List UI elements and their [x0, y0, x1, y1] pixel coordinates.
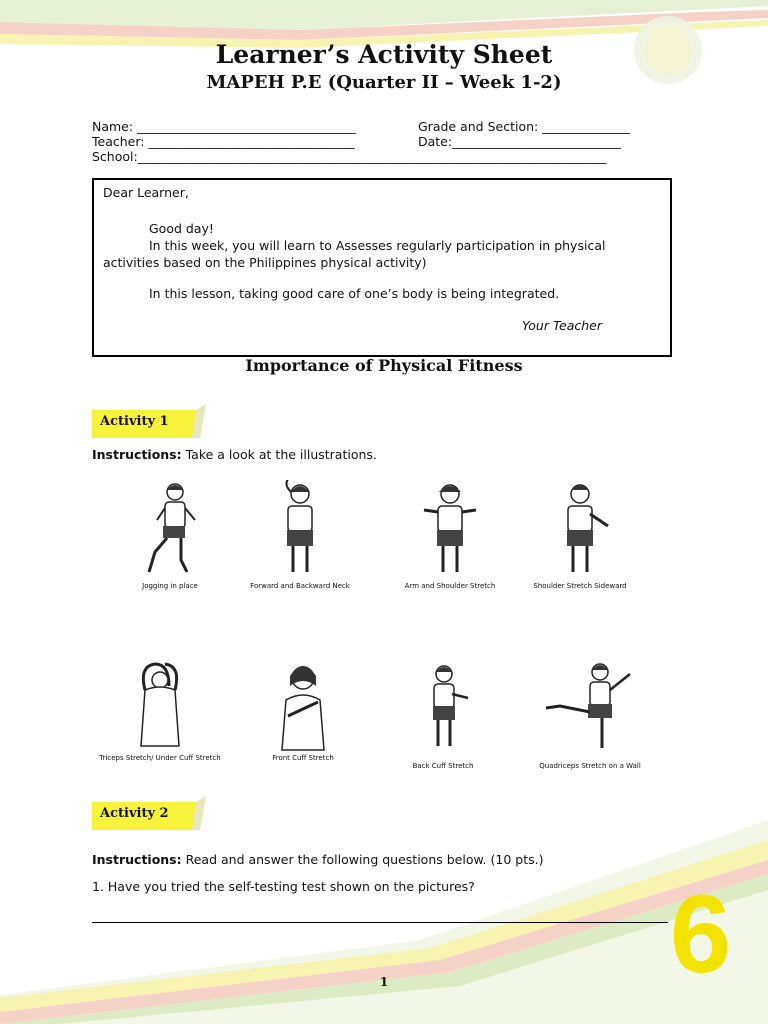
shoulder-sideward-figure-icon — [540, 480, 620, 580]
figure-neck-stretch — [235, 480, 365, 591]
figure-caption: Quadriceps Stretch on a Wall — [539, 762, 641, 770]
teacher-field: Teacher: _________________________________ — [92, 134, 355, 149]
activity-2-badge — [92, 800, 204, 830]
neck-stretch-figure-icon — [265, 480, 335, 580]
activity-1-instructions — [92, 447, 377, 462]
figure-jogging — [105, 480, 235, 591]
letter-line-1: Good day! — [149, 221, 214, 236]
page-title: Learner’s Activity Sheet — [215, 40, 553, 69]
page-subtitle: MAPEH P.E (Quarter II – Week 1-2) — [206, 72, 562, 93]
activity-1-label: Activity 1 — [100, 414, 169, 429]
activity-2-label: Activity 2 — [100, 806, 169, 821]
figure-front-cuff — [238, 660, 368, 763]
question-1: 1. Have you tried the self-testing test shown on the pictures? — [92, 879, 475, 894]
arm-shoulder-figure-icon — [410, 480, 490, 580]
figure-caption: Shoulder Stretch Sideward — [533, 582, 627, 590]
instructions-text: Read and answer the following questions below. (10 pts.) — [181, 852, 544, 867]
figure-back-cuff — [378, 660, 508, 771]
figure-triceps — [95, 660, 225, 763]
figure-quadriceps — [525, 660, 655, 771]
front-cuff-figure-icon — [268, 660, 338, 752]
back-cuff-figure-icon — [408, 660, 478, 760]
letter-box — [92, 178, 672, 357]
activity-1-badge — [92, 408, 204, 438]
figure-caption: Arm and Shoulder Stretch — [404, 582, 496, 590]
grade-number: 6 — [670, 873, 732, 996]
answer-line[interactable] — [92, 922, 668, 923]
figure-caption: Forward and Backward Neck — [250, 582, 350, 590]
triceps-figure-icon — [125, 660, 195, 752]
figure-caption: Jogging in place — [142, 582, 198, 590]
figure-caption: Triceps Stretch/ Under Cuff Stretch — [99, 754, 221, 762]
letter-line-2: In this week, you will learn to Assesses regularly participation in physical — [149, 238, 606, 253]
figure-caption: Back Cuff Stretch — [412, 762, 474, 770]
page-number: 1 — [379, 975, 389, 989]
jogging-figure-icon — [135, 480, 205, 580]
name-field: Name: ___________________________________ — [92, 119, 356, 134]
school-field: School:___________________________________________________________________________ — [92, 149, 607, 164]
figure-arm-shoulder — [385, 480, 515, 591]
figure-shoulder-sideward — [515, 480, 645, 591]
instructions-label: Instructions: — [92, 852, 182, 867]
activity-2-instructions — [92, 852, 543, 867]
letter-line-4: In this lesson, taking good care of one’s body is being integrated. — [149, 286, 560, 301]
grade-section-field: Grade and Section: ______________ — [418, 119, 630, 134]
instructions-text: Take a look at the illustrations. — [181, 447, 377, 462]
letter-greeting: Dear Learner, — [103, 185, 189, 200]
section-title: Importance of Physical Fitness — [245, 356, 523, 375]
date-field: Date:___________________________ — [418, 134, 621, 149]
letter-line-3: activities based on the Philippines physical activity) — [103, 255, 427, 270]
figure-caption: Front Cuff Stretch — [272, 754, 334, 762]
letter-signature: Your Teacher — [522, 318, 603, 333]
quadriceps-figure-icon — [540, 660, 640, 760]
instructions-label: Instructions: — [92, 447, 182, 462]
